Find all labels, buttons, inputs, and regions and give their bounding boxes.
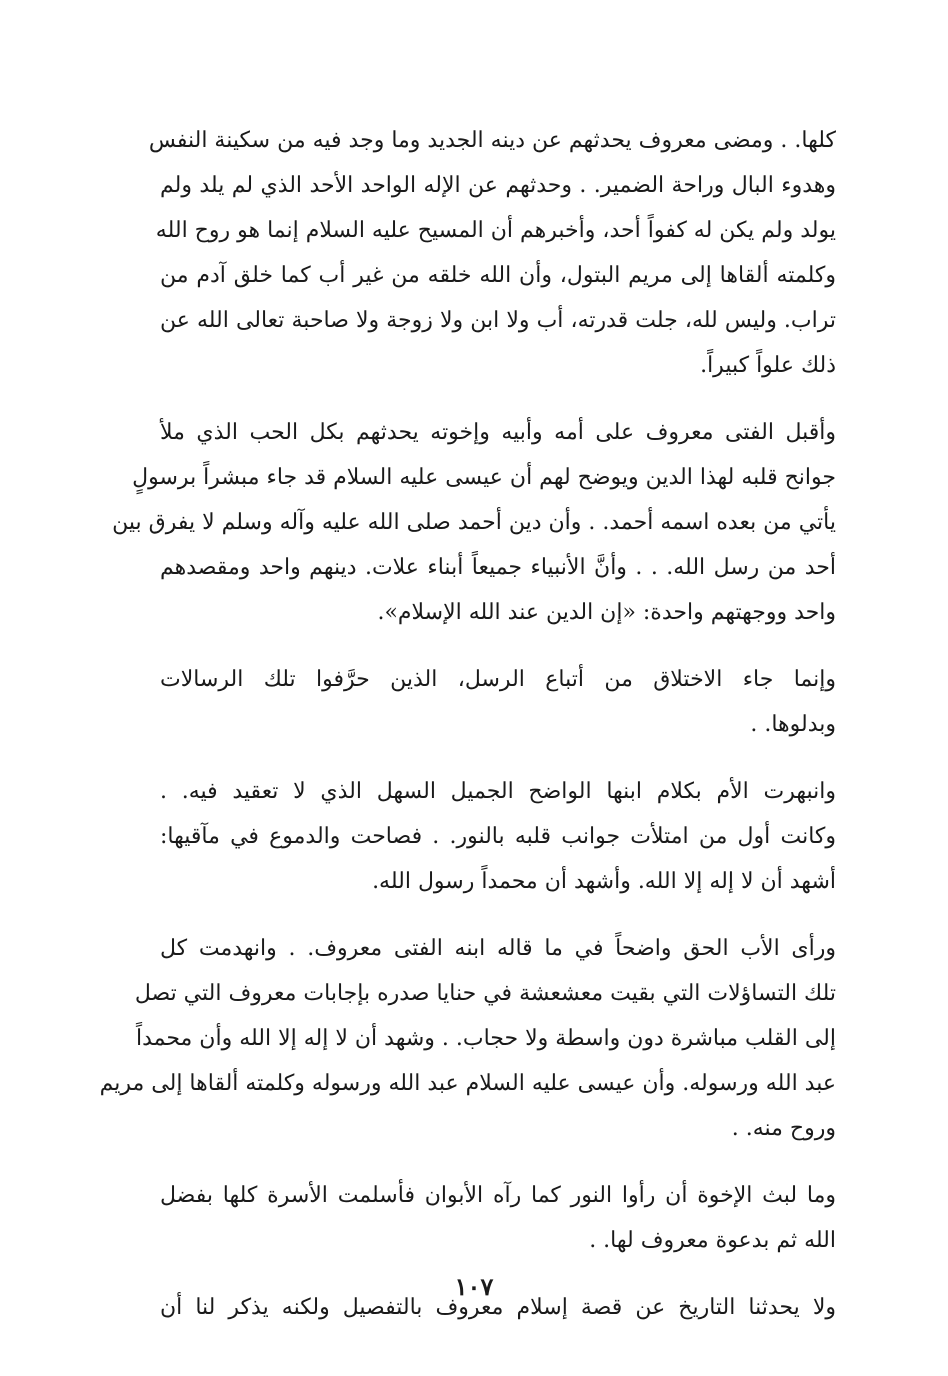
text-line: يأتي من بعده اسمه أحمد. . وأن دين أحمد صلى الله عليه وآله وسلم لا يفرق بين bbox=[112, 510, 836, 535]
text-line: وما لبث الإخوة أن رأوا النور كما رآه الأبوان فأسلمت الأسرة كلها بفضل bbox=[160, 1183, 836, 1208]
page-number: ١٠٧ bbox=[454, 1272, 494, 1301]
paragraph-gap bbox=[160, 1151, 836, 1173]
text-line: ولا يحدثنا التاريخ عن قصة إسلام معروف بالتفصيل ولكنه يذكر لنا أن bbox=[160, 1295, 836, 1320]
paragraph-6 bbox=[160, 1173, 836, 1263]
text-line: واحد ووجهتهم واحدة: «إن الدين عند الله الإسلام». bbox=[377, 600, 836, 625]
paragraph-4 bbox=[160, 769, 836, 904]
text-line: وانبهرت الأم بكلام ابنها الواضح الجميل السهل الذي لا تعقيد فيه. . bbox=[160, 779, 836, 804]
text-line: أشهد أن لا إله إلا الله. وأشهد أن محمداً رسول الله. bbox=[372, 869, 836, 894]
text-line: تلك التساؤلات التي بقيت معشعشة في حنايا صدره بإجابات معروف التي تصل bbox=[134, 981, 836, 1006]
text-line: وروح منه. . bbox=[731, 1116, 836, 1141]
text-line: إلى القلب مباشرة دون واسطة ولا حجاب. . وشهد أن لا إله إلا الله وأن محمداً bbox=[135, 1026, 836, 1051]
text-line: ذلك علواً كبيراً. bbox=[700, 353, 836, 378]
text-line: وهدوء البال وراحة الضمير. . وحدثهم عن الإله الواحد الأحد الذي لم يلد ولم bbox=[160, 173, 836, 198]
text-line: عبد الله ورسوله. وأن عيسى عليه السلام عبد الله ورسوله وكلمته ألقاها إلى مريم bbox=[99, 1071, 836, 1096]
text-line: الله ثم بدعوة معروف لها. . bbox=[589, 1228, 836, 1253]
text-line: وإنما جاء الاختلاق من أتباع الرسل، الذين حرَّفوا تلك الرسالات bbox=[160, 667, 836, 692]
text-line: وكلمته ألقاها إلى مريم البتول، وأن الله خلقه من غير أب كما خلق آدم من bbox=[160, 263, 836, 288]
text-line: يولد ولم يكن له كفواً أحد، وأخبرهم أن المسيح عليه السلام إنما هو روح الله bbox=[155, 218, 836, 243]
text-line: كلها. . ومضى معروف يحدثهم عن دينه الجديد وما وجد فيه من سكينة النفس bbox=[148, 128, 836, 153]
paragraph-gap bbox=[160, 388, 836, 410]
paragraph-gap bbox=[160, 747, 836, 769]
text-line: وبدلوها. . bbox=[750, 712, 836, 737]
paragraph-3 bbox=[160, 657, 836, 747]
page-body bbox=[99, 118, 836, 1330]
paragraph-gap bbox=[160, 635, 836, 657]
paragraph-gap bbox=[160, 904, 836, 926]
paragraph-2 bbox=[112, 410, 836, 635]
text-line: أحد من رسل الله. . . وأنَّ الأنبياء جميعاً أبناء علات. دينهم واحد ومقصدهم bbox=[160, 555, 836, 580]
text-line: وكانت أول من امتلأت جوانب قلبه بالنور. . فصاحت والدموع في مآقيها: bbox=[160, 824, 836, 849]
text-line: ورأى الأب الحق واضحاً في ما قاله ابنه الفتى معروف. . وانهدمت كل bbox=[160, 936, 836, 961]
paragraph-1 bbox=[148, 118, 836, 388]
text-line: وأقبل الفتى معروف على أمه وأبيه وإخوته يحدثهم بكل الحب الذي ملأ bbox=[160, 420, 836, 445]
text-line: جوانح قلبه لهذا الدين ويوضح لهم أن عيسى عليه السلام قد جاء مبشراً برسولٍ bbox=[132, 465, 836, 490]
paragraph-5 bbox=[99, 926, 836, 1151]
text-line: تراب. وليس لله، جلت قدرته، أب ولا ابن ولا زوجة ولا صاحبة تعالى الله عن bbox=[160, 308, 836, 333]
